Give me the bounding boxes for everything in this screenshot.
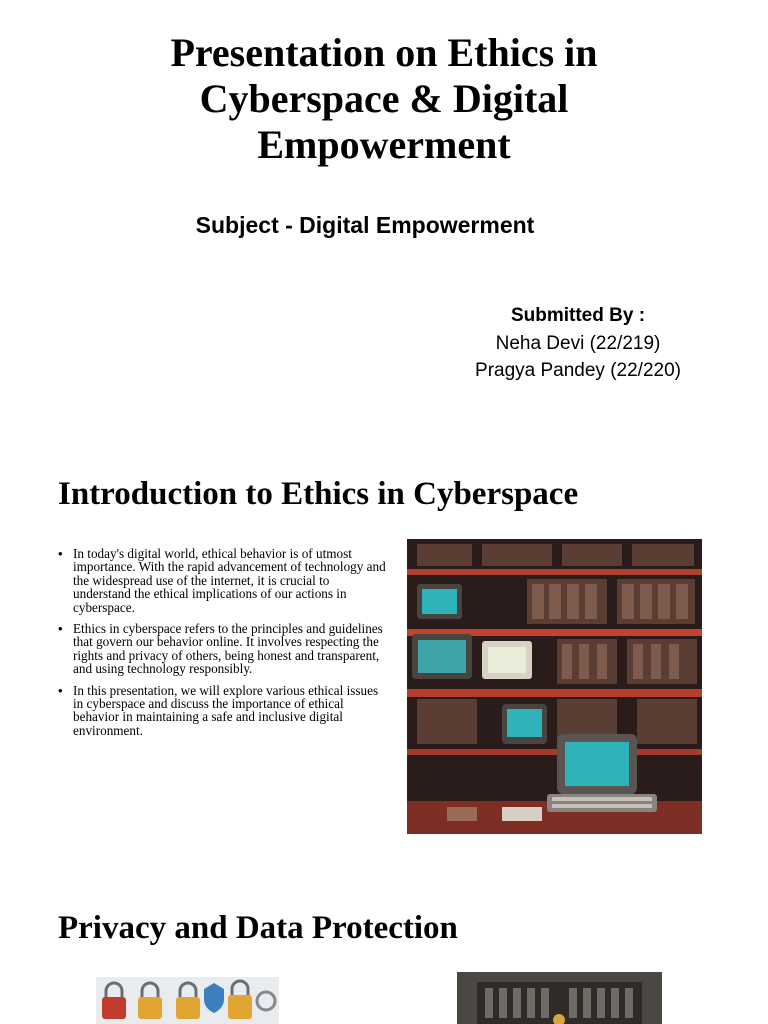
padlocks-illustration xyxy=(96,977,279,1024)
presentation-title: Presentation on Ethics in Cyberspace & Digital Empowerment xyxy=(170,30,598,167)
data-vault-illustration xyxy=(457,972,662,1024)
subject-line: Subject - Digital Empowerment xyxy=(195,212,535,238)
bullet-item: • Ethics in cyberspace refers to the principles and guidelines that govern our behavior online. It involves respecting the rights and privacy of others, being honest and transparent, and using technology responsibly. xyxy=(58,622,388,676)
author-name: Pragya Pandey (22/220) xyxy=(475,360,681,381)
submitted-by-label: Submitted By : xyxy=(510,305,646,326)
bullet-item: • In this presentation, we will explore various ethical issues in cyberspace and discuss the importance of ethical behavior in maintaining a safe and inclusive digital environment. xyxy=(58,684,388,738)
slide-title-introduction: Introduction to Ethics in Cyberspace xyxy=(58,476,579,512)
bullet-item: • In today's digital world, ethical behavior is of utmost importance. With the rapid advancement of technology and the widespread use of the internet, it is crucial to understand the ethical implications of our actions in cyberspace. xyxy=(58,547,388,614)
author-name: Neha Devi (22/219) xyxy=(495,333,661,354)
slide-title-privacy: Privacy and Data Protection xyxy=(58,910,458,946)
intro-bullet-list xyxy=(58,547,388,745)
retro-computers-illustration xyxy=(407,539,702,834)
